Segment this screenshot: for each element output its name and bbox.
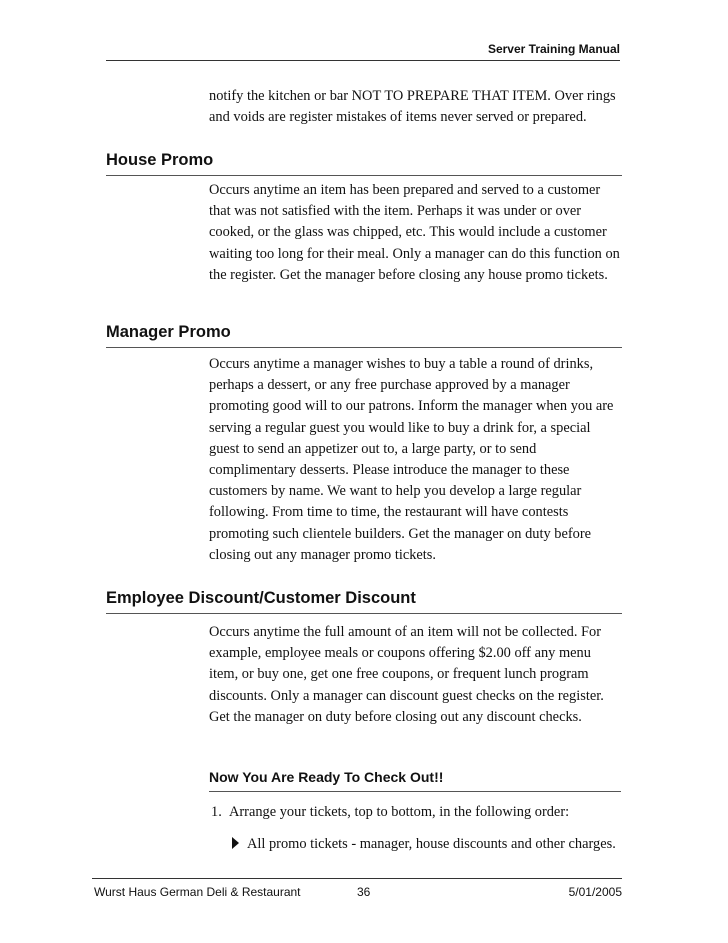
bullet-text: All promo tickets - manager, house discounts and other charges. [247, 836, 616, 852]
intro-paragraph: notify the kitchen or bar NOT TO PREPARE THAT ITEM. Over rings and voids are register mistakes of items never served or prepared. [209, 88, 616, 126]
checkout-bullet [232, 834, 632, 854]
step-text: Arrange your tickets, top to bottom, in the following order: [229, 804, 570, 820]
checkout-heading: Now You Are Ready To Check Out!! [209, 767, 621, 792]
page-footer [92, 878, 622, 903]
house-promo-paragraph: Occurs anytime an item has been prepared and served to a customer that was not satisfied with the item. Perhaps it was under or over cooked, or the glass was chipped, etc. This would include a customer waiting too long for their meal. Only a manager can do this function on the register. Get the manager before closing any house promo tickets. [209, 182, 620, 283]
checkout-step-1 [211, 802, 623, 822]
step-number: 1. [211, 804, 222, 820]
page-header [106, 40, 620, 61]
footer-restaurant-name: Wurst Haus German Deli & Restaurant [94, 885, 301, 899]
triangle-bullet-icon [232, 837, 239, 849]
discount-paragraph: Occurs anytime the full amount of an item will not be collected. For example, employee meals or coupons offering $2.00 off any menu item, or buy one, get one free coupons, or frequent lunch program discounts. Only a manager can discount guest checks on the register. Get the manager on duty before closing out any discount checks. [209, 624, 604, 725]
footer-page-number: 36 [357, 885, 371, 899]
section-heading-house-promo: House Promo [106, 149, 622, 176]
manager-promo-paragraph: Occurs anytime a manager wishes to buy a table a round of drinks, perhaps a dessert, or any free purchase approved by a manager promoting good will to our patrons. Inform the manager when you are serving a regular guest you would like to buy a drink for, a special guest to send an appetizer out to, a large party, or to send complimentary desserts. Please introduce the manager to these customers by name. We want to help you develop a large regular following. From time to time, the restaurant will have contests promoting such clientele builders. Get the manager on duty before closing out any manager promo tickets. [209, 356, 614, 563]
section-heading-manager-promo: Manager Promo [106, 321, 622, 348]
section-heading-discount: Employee Discount/Customer Discount [106, 587, 622, 614]
footer-date: 5/01/2005 [568, 885, 622, 899]
manual-title: Server Training Manual [487, 42, 620, 56]
